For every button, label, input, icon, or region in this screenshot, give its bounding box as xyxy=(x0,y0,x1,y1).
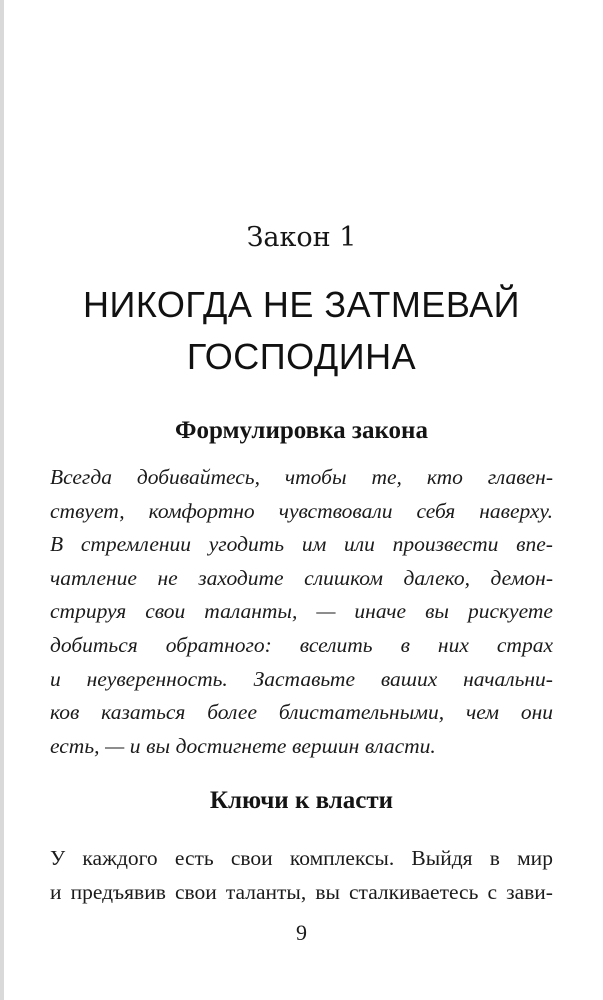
word: Заставьте xyxy=(253,666,355,691)
word: или xyxy=(344,532,375,557)
word: и xyxy=(129,733,141,758)
word: наверху. xyxy=(479,498,553,523)
text-line xyxy=(50,562,553,596)
body-text xyxy=(50,841,553,909)
text-line xyxy=(50,730,553,764)
word: в xyxy=(400,632,410,657)
law-title-line: НИКОГДА НЕ ЗАТМЕВАЙ xyxy=(82,284,521,325)
word: рискуете xyxy=(467,599,553,624)
word: чем xyxy=(465,700,499,725)
law-title-line: ГОСПОДИНА xyxy=(186,336,417,377)
text-line xyxy=(50,663,553,697)
word: предъявив xyxy=(70,880,166,904)
word: власти. xyxy=(364,733,436,758)
word: и xyxy=(50,880,62,904)
word: Выйдя xyxy=(411,846,473,870)
word: ков xyxy=(50,700,80,725)
law-number: Закон 1 xyxy=(246,222,357,253)
word: главен- xyxy=(487,465,553,489)
word: вы xyxy=(315,880,340,904)
word: угодить xyxy=(208,532,285,557)
word: демон- xyxy=(490,565,553,590)
word: казаться xyxy=(101,700,186,725)
word: стрируя xyxy=(50,599,127,624)
formulation-heading: Формулировка закона xyxy=(175,417,428,444)
text-line xyxy=(50,461,553,495)
word: Всегда xyxy=(50,465,112,489)
word: они xyxy=(520,700,553,725)
word: сталкиваетесь xyxy=(349,880,479,904)
word: мир xyxy=(517,846,553,870)
page-number: 9 xyxy=(296,920,307,945)
word: начальни- xyxy=(463,666,553,691)
word: вершин xyxy=(292,733,360,758)
word: свои xyxy=(145,599,186,624)
word: вы xyxy=(146,733,171,758)
word: комплексы. xyxy=(289,846,395,870)
word: неуверенность. xyxy=(86,666,228,691)
word: стремлении xyxy=(80,532,192,557)
word: страх xyxy=(496,632,553,657)
word: добиться xyxy=(50,632,138,657)
text-line xyxy=(50,841,553,875)
word: достигнете xyxy=(175,733,287,758)
word: те, xyxy=(371,465,402,489)
text-line xyxy=(50,595,553,629)
word: вы xyxy=(425,599,449,624)
word: чтобы xyxy=(284,465,347,489)
word: ваших xyxy=(380,666,438,691)
word: иначе xyxy=(354,599,407,624)
word: в xyxy=(489,846,500,870)
word: свои xyxy=(230,846,273,870)
word: В xyxy=(50,532,64,557)
word: с xyxy=(487,880,498,904)
word: не xyxy=(157,565,178,590)
word: им xyxy=(301,532,327,557)
word: есть xyxy=(174,846,214,870)
text-line xyxy=(50,696,553,730)
word: — xyxy=(105,733,125,758)
text-line xyxy=(50,495,553,529)
word: чатление xyxy=(50,565,137,590)
word: них xyxy=(437,632,469,657)
word: — xyxy=(316,599,336,624)
word: чувствовали xyxy=(278,498,393,523)
text-line xyxy=(50,629,553,663)
word: слишком xyxy=(304,565,383,590)
law-title xyxy=(0,279,603,383)
word: заходите xyxy=(198,565,284,590)
text-line xyxy=(50,528,553,562)
word: таланты, xyxy=(204,599,298,624)
word: есть, xyxy=(50,733,100,758)
text-line xyxy=(50,875,553,909)
word: У xyxy=(50,846,66,870)
keys-heading: Ключи к власти xyxy=(209,787,394,814)
word: таланты, xyxy=(225,880,307,904)
word: и xyxy=(50,666,61,691)
word: впе- xyxy=(516,532,553,557)
formulation-text xyxy=(50,461,553,763)
word: ствует, xyxy=(50,498,125,523)
word: добивайтесь, xyxy=(136,465,260,489)
word: зави- xyxy=(506,880,553,904)
word: каждого xyxy=(82,846,158,870)
word: себя xyxy=(416,498,456,523)
word: далеко, xyxy=(403,565,470,590)
word: комфортно xyxy=(148,498,255,523)
word: блистательными, xyxy=(278,700,445,725)
word: кто xyxy=(426,465,463,489)
word: вселить xyxy=(299,632,373,657)
word: свои xyxy=(174,880,217,904)
word: более xyxy=(207,700,258,725)
word: произвести xyxy=(392,532,499,557)
word: обратного: xyxy=(165,632,272,657)
